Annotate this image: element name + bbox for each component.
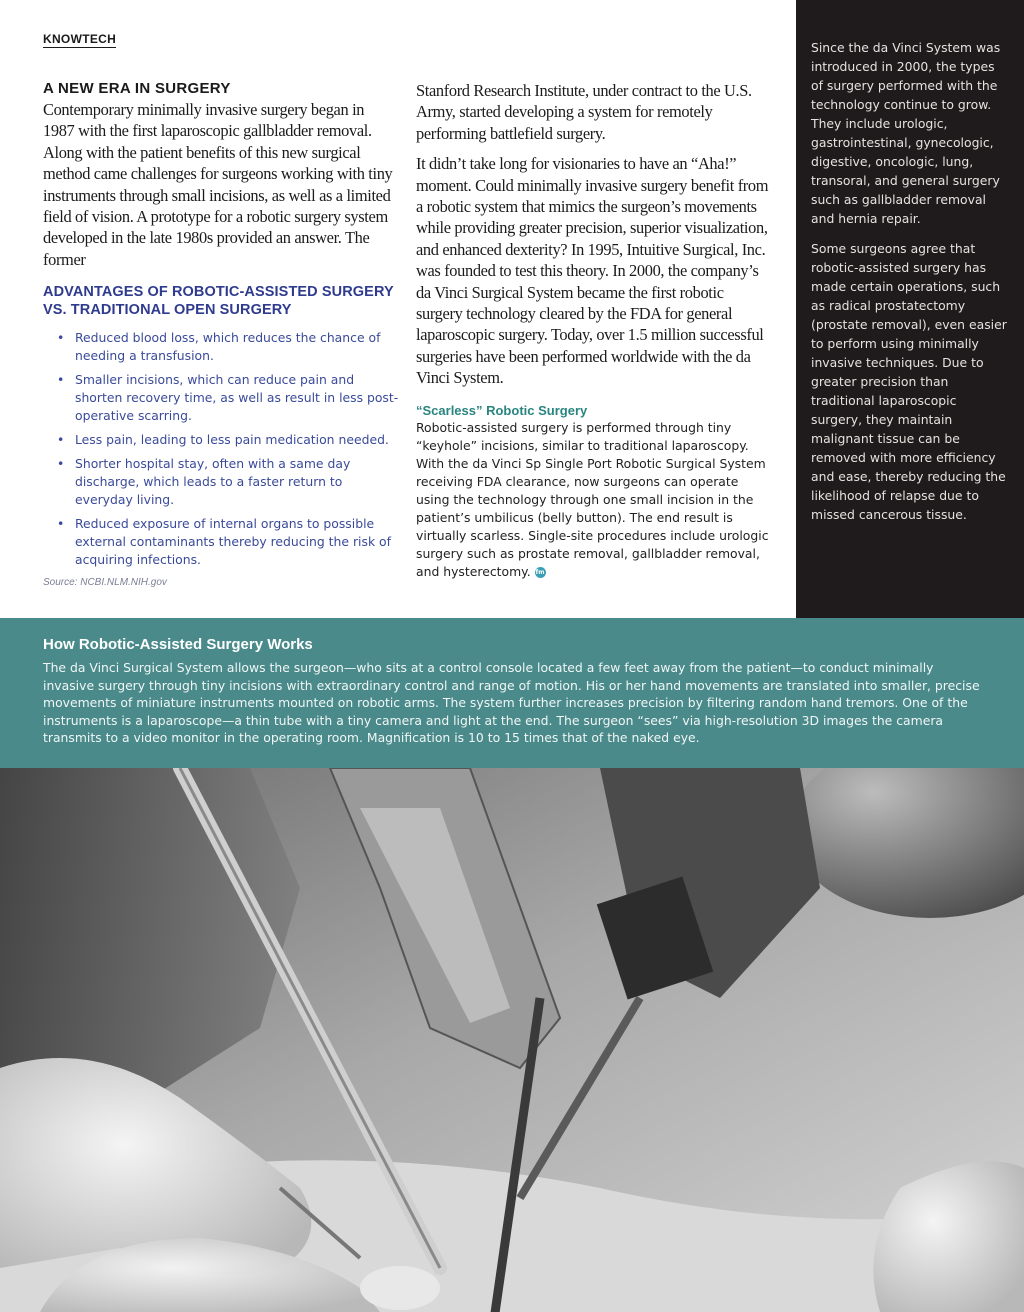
scarless-text: Robotic-assisted surgery is performed through tiny “keyhole” incisions, similar to traditional laparoscopy. With the da Vinci Sp Single Port Robotic Surgical System receiving FDA clearance, now surgeons can operate using the technology through one small incision in the patient’s umbilicus (belly button). The end result is virtually scarless. Single-site procedures include urologic surgery such as prostate removal, gallbladder removal, and hysterectomy. (416, 419, 769, 580)
bullet-icon: • (57, 516, 65, 532)
source-credit: Source: NCBI.NLM.NIH.gov (43, 577, 167, 589)
list-item-text: Reduced blood loss, which reduces the chance of needing a transfusion. (75, 330, 381, 364)
scarless-paragraph (416, 419, 772, 582)
how-it-works-band (0, 618, 1024, 768)
list-item-text: Reduced exposure of internal organs to possible external contaminants thereby reducing the risk of acquiring infections. (75, 516, 391, 568)
end-mark-icon: fm (535, 569, 545, 577)
list-item (57, 371, 399, 425)
list-item (57, 515, 399, 569)
sidebar-panel (796, 0, 1024, 618)
paragraph-aha: It didn’t take long for visionaries to have an “Aha!” moment. Could minimally invasive surgery benefit from a robotic system that mimics the surgeon’s movements while providing greater precision, superior visualization, and enhanced dexterity? In 1995, Intuitive Surgical, Inc. was founded to test this theory. In 2000, the company’s da Vinci Surgical System became the first robotic surgery technology cleared by the FDA for general laparoscopic surgery. Today, over 1.5 million successful surgeries have been performed worldwide with the da Vinci System. (416, 154, 769, 388)
surgery-photo (0, 768, 1024, 1312)
list-item (57, 329, 399, 365)
section-tag (43, 32, 116, 48)
list-item-text: Less pain, leading to less pain medication needed. (75, 432, 389, 448)
list-item-text: Shorter hospital stay, often with a same day discharge, which leads to a faster return to everyday living. (75, 456, 351, 508)
column-middle (416, 80, 772, 582)
robotic-surgery-image (0, 768, 1024, 1312)
advantages-list (43, 329, 399, 569)
how-it-works-body: The da Vinci Surgical System allows the surgeon—who sits at a control console located a few feet away from the patient—to conduct minimally invasive surgery through tiny incisions with extraordinary control and range of motion. His or her hand movements are translated into smaller, precise movements of miniature instruments mounted on robotic arms. The system further increases precision by filtering random hand tremors. One of the instruments is a laparoscope—a thin tube with a tiny camera and light at the end. The surgeon “sees” via high-resolution 3D images the camera transmits to a video monitor in the operating room. Magnification is 10 to 15 times that of the naked eye. (43, 660, 980, 746)
section-tag-part1: KNOW (43, 32, 83, 46)
list-item (57, 455, 399, 509)
sidebar-paragraph-1: Since the da Vinci System was introduced in 2000, the types of surgery performed with the technology continue to grow. They include urologic, gastrointestinal, gynecologic, digestive, oncologic, lung, transoral, and general surgery such as gallbladder removal and hernia repair. (811, 40, 1001, 226)
column-left (43, 80, 399, 588)
article-heading: A NEW ERA IN SURGERY (43, 80, 231, 97)
bullet-icon: • (57, 330, 65, 346)
paragraph-stanford: Stanford Research Institute, under contract to the U.S. Army, started developing a system for remotely performing battlefield surgery. (416, 81, 752, 143)
bullet-icon: • (57, 372, 65, 388)
bullet-icon: • (57, 456, 65, 472)
scarless-heading: “Scarless” Robotic Surgery (416, 402, 588, 418)
list-item (57, 431, 399, 449)
sidebar-paragraph-2: Some surgeons agree that robotic-assisted surgery has made certain operations, such as radical prostatectomy (prostate removal), even easier to perform using minimally invasive techniques. Due to greater precision than traditional laparoscopic surgery, they maintain malignant tissue can be removed with more efficiency and ease, thereby reducing the likelihood of relapse due to missed cancerous tissue. (811, 241, 1007, 522)
how-it-works-heading: How Robotic-Assisted Surgery Works (43, 636, 313, 653)
list-item-text: Smaller incisions, which can reduce pain and shorten recovery time, as well as result in less post-operative scarring. (75, 372, 399, 424)
advantages-heading: ADVANTAGES OF ROBOTIC-ASSISTED SURGERY VS. TRADITIONAL OPEN SURGERY (43, 284, 394, 318)
bullet-icon: • (57, 432, 65, 448)
section-tag-part2: TECH (82, 32, 117, 46)
intro-paragraph: Contemporary minimally invasive surgery began in 1987 with the first laparoscopic gallbladder removal. Along with the patient benefits of this new surgical method came challenges for surgeons working with tiny instruments through small incisions, as well as a limited field of vision. A prototype for a robotic surgery system developed in the late 1980s provided an answer. The former (43, 100, 393, 269)
